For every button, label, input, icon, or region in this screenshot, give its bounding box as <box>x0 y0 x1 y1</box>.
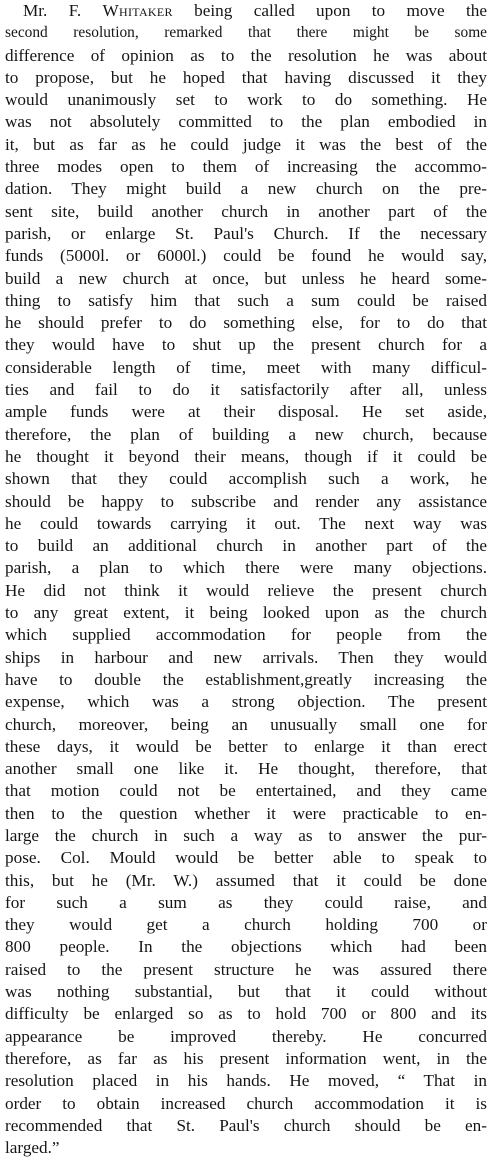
article-line: this, but he (Mr. W.) assumed that it could be done <box>5 870 487 890</box>
article-line: ships in harbour and new arrivals. Then they would <box>5 647 487 667</box>
newspaper-article-column <box>5 0 487 1159</box>
article-line: appearance be improved thereby. He concurred <box>5 1026 487 1046</box>
article-line: therefore, the plan of building a new church, because <box>5 424 487 444</box>
article-line: build a new church at once, but unless he heard some- <box>5 268 487 288</box>
article-line: parish, a plan to which there were many objections. <box>5 558 487 578</box>
article-line: large the church in such a way as to answer the pur- <box>5 825 487 845</box>
article-line: ample funds were at their disposal. He set aside, <box>5 402 487 422</box>
article-line: parish, or enlarge St. Paul's Church. If the necessary <box>5 223 487 243</box>
article-line: another small one like it. He thought, therefore, that <box>5 759 487 779</box>
article-line: that motion could not be entertained, and they came <box>5 781 487 801</box>
article-line: larged.” <box>5 1138 60 1158</box>
article-line: considerable length of time, meet with many difficul- <box>5 357 487 377</box>
article-line: church, moreover, being an unusually small one for <box>5 714 487 734</box>
article-line: shown that they could accomplish such a work, he <box>5 469 487 489</box>
article-line: he should prefer to do something else, for to do that <box>5 313 487 333</box>
article-line: for such a sum as they could raise, and <box>5 892 487 912</box>
article-line: to propose, but he hoped that having discussed it they <box>5 67 487 87</box>
article-line: he could towards carrying it out. The next way was <box>5 513 487 533</box>
article-line: dation. They might build a new church on the pre- <box>5 179 487 199</box>
article-line: difficulty be enlarged so as to hold 700 or 800 and its <box>5 1004 487 1024</box>
article-line: therefore, as far as his present information went, in the <box>5 1048 487 1068</box>
speaker-name: Whitaker <box>102 1 173 20</box>
article-line: it, but as far as he could judge it was the best of the <box>5 134 487 154</box>
article-line: they would get a church holding 700 or <box>5 915 487 935</box>
article-line: three modes open to them of increasing the accommo- <box>5 157 487 177</box>
article-line: expense, which was a strong objection. The present <box>5 692 487 712</box>
article-line: He did not think it would relieve the present church <box>5 580 487 600</box>
article-line: he thought it beyond their means, though if it could be <box>5 446 487 466</box>
article-line: have to double the establishment,greatly increasing the <box>5 669 487 689</box>
article-line: raised to the present structure he was assured there <box>5 959 487 979</box>
article-line: sent site, build another church in another part of the <box>5 201 487 221</box>
article-line: would unanimously set to work to do something. He <box>5 90 487 110</box>
article-line: 800 people. In the objections which had been <box>5 937 487 957</box>
article-line: to any great extent, it being looked upon as the church <box>5 603 487 623</box>
article-line: pose. Col. Mould would be better able to speak to <box>5 848 487 868</box>
article-line: then to the question whether it were practicable to en- <box>5 803 487 823</box>
article-line: these days, it would be better to enlarge it than erect <box>5 736 487 756</box>
article-line: was nothing substantial, but that it could without <box>5 982 487 1002</box>
article-line: order to obtain increased church accommodation it is <box>5 1093 487 1113</box>
article-line: should be happy to subscribe and render any assistance <box>5 491 487 511</box>
article-line: difference of opinion as to the resolution he was about <box>5 45 487 65</box>
article-line: recommended that St. Paul's church should be en- <box>5 1115 487 1135</box>
article-line: ties and fail to do it satisfactorily after all, unless <box>5 380 487 400</box>
article-line: second resolution, remarked that there might be some <box>5 24 487 42</box>
article-line: which supplied accommodation for people from the <box>5 625 487 645</box>
article-line: to build an additional church in another part of the <box>5 536 487 556</box>
article-line: they would have to shut up the present church for a <box>5 335 487 355</box>
article-line: funds (5000l. or 6000l.) could be found he would say, <box>5 246 487 266</box>
article-line: Mr. F. Whitaker being called upon to move the <box>23 1 487 20</box>
article-line: was not absolutely committed to the plan embodied in <box>5 112 487 132</box>
article-line: thing to satisfy him that such a sum could be raised <box>5 290 487 310</box>
article-line: resolution placed in his hands. He moved, “ That in <box>5 1071 487 1091</box>
